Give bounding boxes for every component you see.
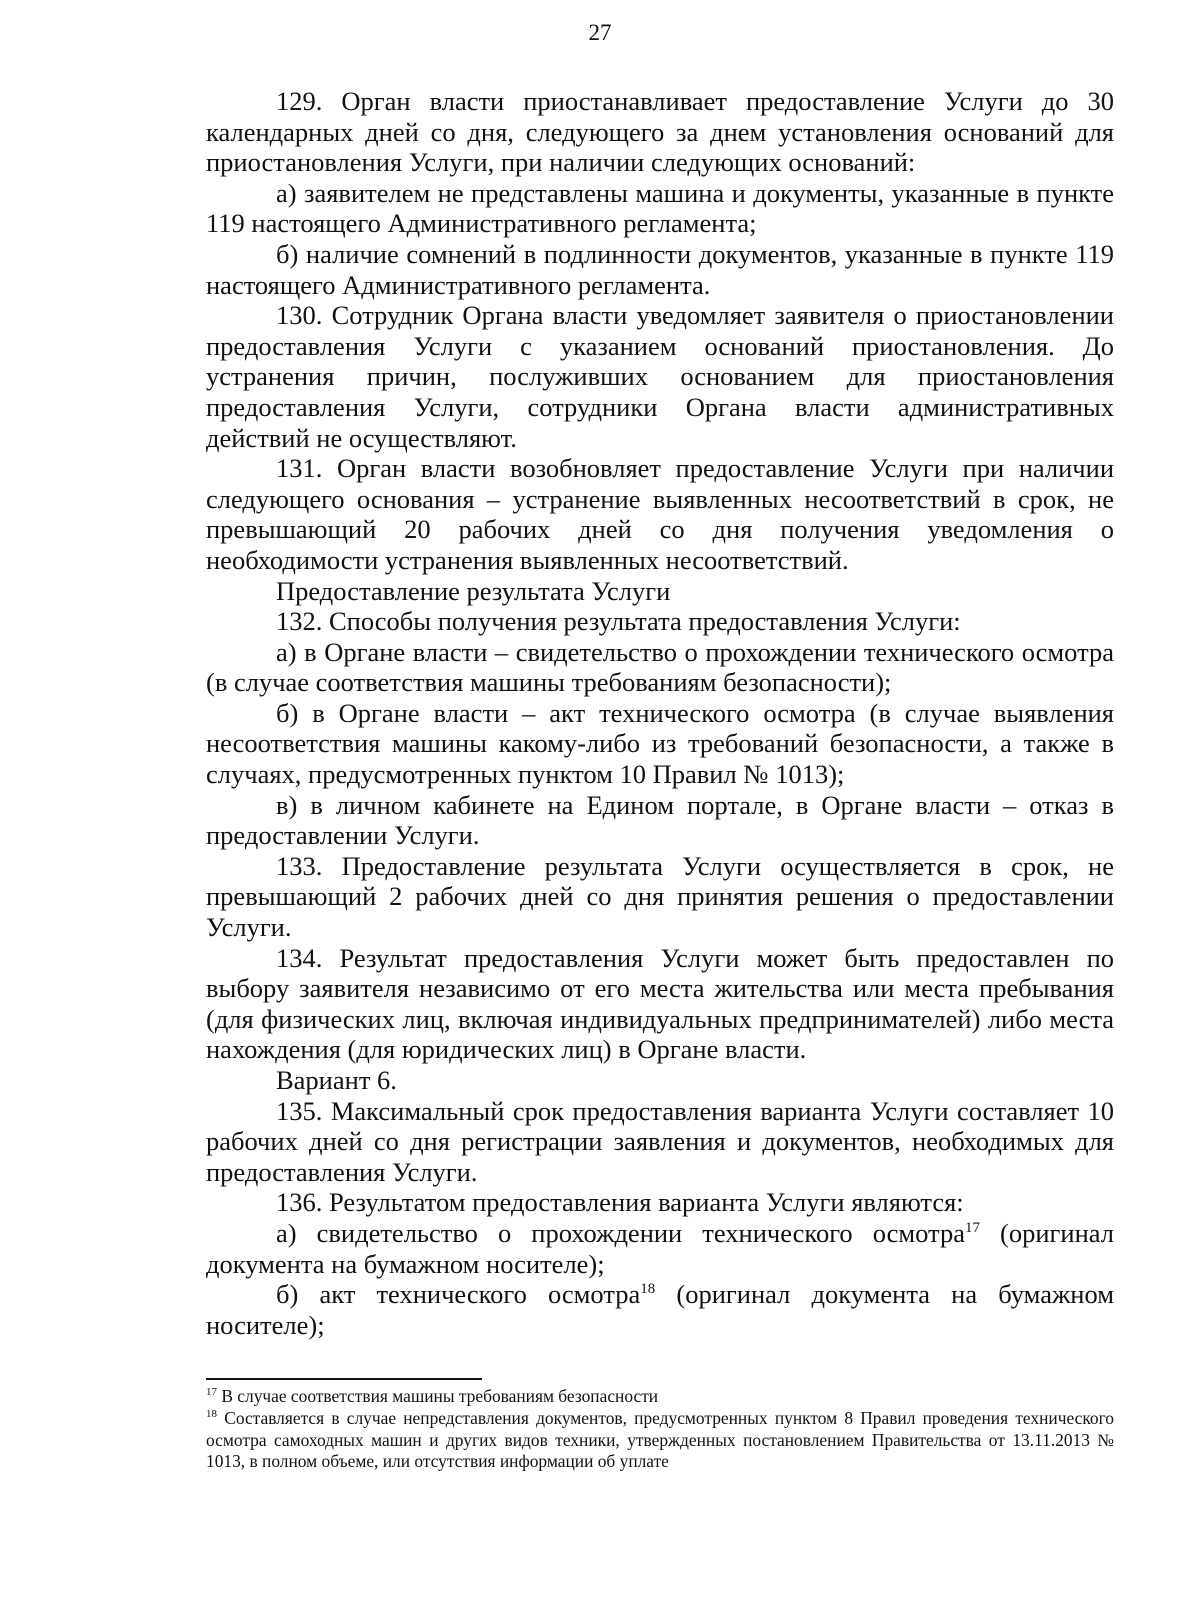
- main-text: [206, 86, 1114, 1340]
- paragraph-134: 134. Результат предоставления Услуги может быть предоставлен по выбору заявителя независимо от его места жительства или места пребывания (для физических лиц, включая индивидуальных предпринимателей) либо места нахождения (для юридических лиц) в Органе власти.: [206, 942, 1114, 1065]
- paragraph-136-a: [206, 1218, 1114, 1279]
- footnote-separator: [206, 1378, 482, 1380]
- paragraph-130: 130. Сотрудник Органа власти уведомляет заявителя о приостановлении предоставления Услуги с указанием оснований приостановления. До устранения причин, послуживших основанием для приостановления предоставления Услуги, сотрудники Органа власти административных действий не осуществляют.: [206, 300, 1114, 453]
- paragraph-132-b: б) в Органе власти – акт технического осмотра (в случае выявления несоответствия машины какому-либо из требований безопасности, а также в случаях, предусмотренных пунктом 10 Правил № 1013);: [206, 697, 1114, 790]
- paragraph-136: 136. Результатом предоставления варианта Услуги являются:: [276, 1187, 964, 1218]
- paragraph-136-b: [206, 1279, 1114, 1340]
- paragraph-132: 132. Способы получения результата предоставления Услуги:: [276, 606, 961, 637]
- variant-heading: Вариант 6.: [276, 1065, 397, 1095]
- paragraph-129: 129. Орган власти приостанавливает предоставление Услуги до 30 календарных дней со дня, следующего за днем установления оснований для приостановления Услуги, при наличии следующих оснований:: [206, 86, 1114, 178]
- paragraph-136-a-text: а) свидетельство о прохождении технического осмотра: [276, 1217, 965, 1248]
- footnote-18-text: Составляется в случае непредставления документов, предусмотренных пунктом 8 Правил проведения технического осмотра самоходных машин и других видов техники, утвержденных постановлением Правительства от 13.11.2013 № 1013, в полном объеме, или отсутствия информации об уплате: [206, 1407, 1114, 1472]
- footnote-mark-17: 17: [206, 1386, 217, 1399]
- footnote-17: [206, 1386, 1114, 1408]
- footnote-mark-18: 18: [206, 1408, 217, 1420]
- footnotes: [206, 1386, 1114, 1473]
- section-heading: Предоставление результата Услуги: [276, 575, 671, 606]
- paragraph-136-b-text: б) акт технического осмотра: [276, 1279, 641, 1310]
- paragraph-129-a: а) заявителем не представлены машина и документы, указанные в пункте 119 настоящего Административного регламента;: [206, 177, 1114, 239]
- paragraph-132-a: а) в Органе власти – свидетельство о прохождении технического осмотра (в случае соответствия машины требованиям безопасности);: [206, 636, 1114, 698]
- paragraph-131: 131. Орган власти возобновляет предоставление Услуги при наличии следующего основания – устранение выявленных несоответствий в срок, не превышающий 20 рабочих дней со дня получения уведомления о необходимости устранения выявленных несоответствий.: [206, 453, 1114, 575]
- footnote-ref-17[interactable]: 17: [964, 1220, 980, 1237]
- footnote-ref-18[interactable]: 18: [640, 1281, 656, 1298]
- page-number: 27: [588, 20, 612, 45]
- footnote-18: [206, 1408, 1114, 1473]
- paragraph-129-b: б) наличие сомнений в подлинности документов, указанные в пункте 119 настоящего Административного регламента.: [206, 238, 1114, 300]
- paragraph-135: 135. Максимальный срок предоставления варианта Услуги составляет 10 рабочих дней со дня регистрации заявления и документов, необходимых для предоставления Услуги.: [206, 1095, 1114, 1187]
- paragraph-133: 133. Предоставление результата Услуги осуществляется в срок, не превышающий 2 рабочих дней со дня принятия решения о предоставлении Услуги.: [206, 850, 1114, 943]
- paragraph-132-c: в) в личном кабинете на Едином портале, в Органе власти – отказ в предоставлении Услуги.: [206, 789, 1114, 851]
- footnote-17-text: В случае соответствия машины требованиям безопасности: [217, 1386, 659, 1406]
- paragraph-136-a-tail: (оригинал документа на бумажном носителе);: [206, 1217, 1114, 1279]
- paragraph-136-b-tail: (оригинал документа на бумажном носителе);: [206, 1279, 1114, 1340]
